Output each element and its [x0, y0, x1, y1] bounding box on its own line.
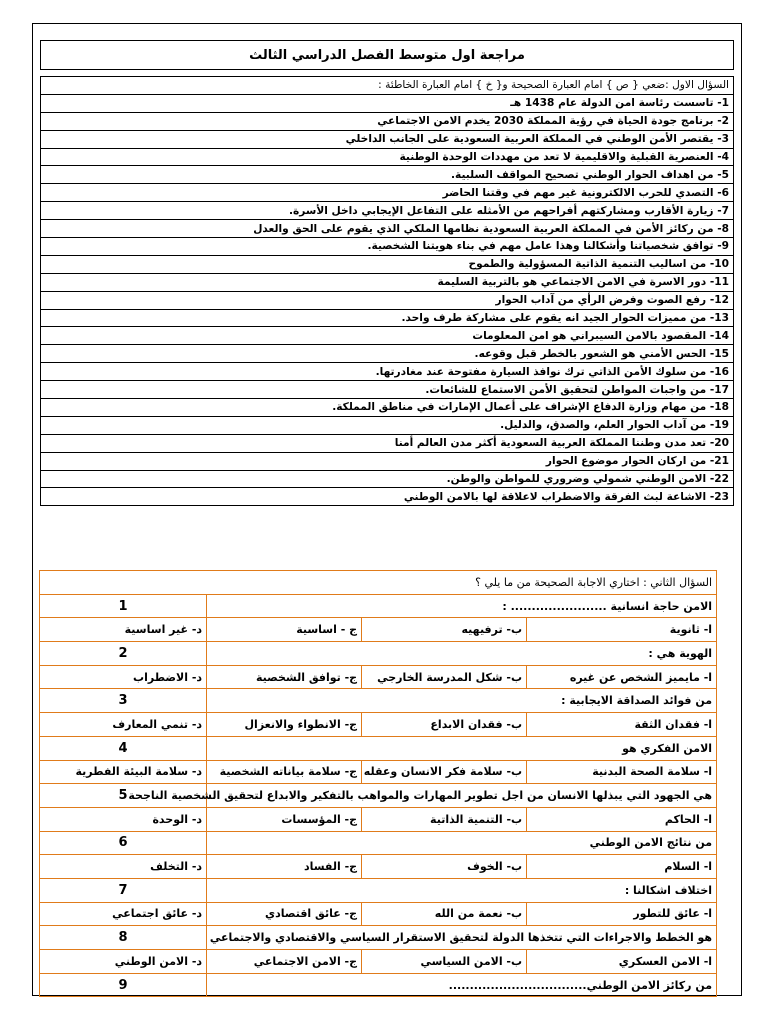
true-false-row	[41, 112, 734, 130]
mcq-question-number: 3	[40, 689, 207, 713]
mcq-question-number: 4	[40, 736, 207, 760]
mcq-question-row	[40, 736, 717, 760]
mcq-option: ج - اساسية	[207, 618, 362, 642]
true-false-row	[41, 434, 734, 452]
mcq-question-text: الامن الفكري هو	[207, 736, 717, 760]
mcq-option: د- الامن الوطني	[40, 950, 207, 974]
mcq-question-text: من نتائج الامن الوطني	[207, 831, 717, 855]
mcq-option: ج- الانطواء والانعزال	[207, 713, 362, 737]
true-false-statement: 16- من سلوك الأمن الذاتي ترك نوافذ السيارة مفتوحة عند مغادرتها.	[41, 363, 734, 381]
mcq-option: ا- فقدان الثقة	[527, 713, 717, 737]
true-false-statement: 11- دور الاسرة في الامن الاجتماعي هو بالتربية السليمة	[41, 273, 734, 291]
question-1-heading: السؤال الاول :ضعي { ص } امام العبارة الصحيحة و{ خ } امام العبارة الخاطئة :	[41, 77, 734, 95]
true-false-statement: 20- تعد مدن وطننا المملكة العربية السعودية أكثر مدن العالم أمنا	[41, 434, 734, 452]
true-false-row	[41, 327, 734, 345]
mcq-option: ا- عائق للتطور	[527, 902, 717, 926]
true-false-statement: 13- من مميزات الحوار الجيد انه يقوم على مشاركة طرف واحد.	[41, 309, 734, 327]
mcq-option: د- غير اساسية	[40, 618, 207, 642]
true-false-row	[41, 381, 734, 399]
true-false-statement: 8- من ركائز الأمن في المملكة العربية السعودية نظامها الملكي الذي يقوم على الحق والعدل	[41, 220, 734, 238]
mcq-option: ج- عائق اقتصادي	[207, 902, 362, 926]
mcq-option: د- الوحدة	[40, 807, 207, 831]
mcq-question-row	[40, 973, 717, 997]
true-false-row	[41, 488, 734, 506]
true-false-statement: 2- برنامج جودة الحياة في رؤية المملكة 2030 يخدم الامن الاجتماعي	[41, 112, 734, 130]
mcq-question-text: من ركائز الامن الوطني.................................	[207, 973, 717, 997]
true-false-row	[41, 452, 734, 470]
true-false-row	[41, 166, 734, 184]
mcq-option: ا- سلامة الصحة البدنية	[527, 760, 717, 784]
mcq-options-row	[40, 807, 717, 831]
true-false-row	[41, 130, 734, 148]
true-false-row	[41, 94, 734, 112]
true-false-statement: 22- الامن الوطني شمولي وضروري للمواطن والوطن.	[41, 470, 734, 488]
mcq-option: د- الاضطراب	[40, 665, 207, 689]
mcq-question-text: من فوائد الصداقة الايجابية :	[207, 689, 717, 713]
true-false-statement: 5- من اهداف الحوار الوطني تصحيح المواقف السلبية.	[41, 166, 734, 184]
mcq-question-text: الامن حاجة انسانية ....................... :	[207, 594, 717, 618]
mcq-question-number: 1	[40, 594, 207, 618]
true-false-statement: 18- من مهام وزارة الدفاع الإشراف على أعمال الإمارات في مناطق المملكة.	[41, 399, 734, 417]
question-2-heading-row	[40, 571, 717, 595]
true-false-row	[41, 255, 734, 273]
mcq-option: ب- الامن السياسي	[362, 950, 527, 974]
true-false-statement: 4- العنصرية القبلية والاقليمية لا تعد من مهددات الوحدة الوطنية	[41, 148, 734, 166]
mcq-option: ج- الامن الاجتماعي	[207, 950, 362, 974]
mcq-options-row	[40, 855, 717, 879]
mcq-question-row	[40, 878, 717, 902]
mcq-option: ا- ثانوية	[527, 618, 717, 642]
true-false-row	[41, 273, 734, 291]
true-false-statement: 19- من آداب الحوار العلم، والصدق، والدليل.	[41, 416, 734, 434]
mcq-question-number: 8	[40, 926, 207, 950]
mcq-question-number: 7	[40, 878, 207, 902]
mcq-options-row	[40, 665, 717, 689]
mcq-question-number: 2	[40, 642, 207, 666]
mcq-option: ج- سلامة بياناته الشخصية	[207, 760, 362, 784]
question-2-table	[39, 570, 717, 997]
mcq-question-text: هي الجهود التي يبذلها الانسان من اجل تطوير المهارات والمواهب بالتفكير والابداع لتحقيق الشخصية الناجحة	[207, 784, 717, 808]
mcq-option: ج- الفساد	[207, 855, 362, 879]
mcq-question-text: هو الخطط والاجراءات التي تتخذها الدولة لتحقيق الاستقرار السياسي والاقتصادي والاجتماعي	[207, 926, 717, 950]
mcq-option: ب- سلامة فكر الانسان وعقله	[362, 760, 527, 784]
true-false-row	[41, 148, 734, 166]
true-false-statement: 9- توافق شخصياتنا وأشكالنا وهذا عامل مهم في بناء هويتنا الشخصية.	[41, 238, 734, 256]
mcq-question-row	[40, 689, 717, 713]
question-1-table	[40, 76, 734, 506]
true-false-row	[41, 399, 734, 417]
mcq-option: ب- ترفيهيه	[362, 618, 527, 642]
true-false-row	[41, 345, 734, 363]
question-2-heading: السؤال الثاني : اختاري الاجابة الصحيحة من ما يلي ؟	[40, 571, 717, 595]
worksheet-title-text: مراجعة اول متوسط الفصل الدراسي الثالث	[249, 47, 525, 63]
mcq-question-row	[40, 926, 717, 950]
mcq-question-number: 5	[40, 784, 207, 808]
worksheet-title	[40, 40, 734, 70]
mcq-options-row	[40, 618, 717, 642]
true-false-statement: 17- من واجبات المواطن لتحقيق الأمن الاستماع للشائعات.	[41, 381, 734, 399]
mcq-question-row	[40, 831, 717, 855]
true-false-statement: 23- الاشاعة لبث الفرقة والاضطراب لاعلاقة لها بالامن الوطني	[41, 488, 734, 506]
mcq-option: ا- الامن العسكري	[527, 950, 717, 974]
mcq-option: ب- فقدان الابداع	[362, 713, 527, 737]
true-false-statement: 7- زيارة الأقارب ومشاركتهم أفراحهم من الأمثله على التفاعل الإيجابي داخل الأسرة.	[41, 202, 734, 220]
true-false-row	[41, 220, 734, 238]
mcq-option: ب- شكل المدرسة الخارجي	[362, 665, 527, 689]
true-false-row	[41, 363, 734, 381]
true-false-statement: 12- رفع الصوت وفرض الرأي من آداب الحوار	[41, 291, 734, 309]
mcq-options-row	[40, 902, 717, 926]
mcq-question-row	[40, 784, 717, 808]
mcq-question-row	[40, 642, 717, 666]
mcq-option: د- عائق اجتماعي	[40, 902, 207, 926]
mcq-option: ج- المؤسسات	[207, 807, 362, 831]
mcq-question-text: الهوية هي :	[207, 642, 717, 666]
true-false-statement: 1- تاسست رئاسة امن الدولة عام 1438 هـ	[41, 94, 734, 112]
mcq-option: ب- نعمة من الله	[362, 902, 527, 926]
true-false-statement: 10- من اساليب التنمية الذاتية المسؤولية والطموح	[41, 255, 734, 273]
mcq-question-row	[40, 594, 717, 618]
true-false-statement: 14- المقصود بالامن السيبراني هو امن المعلومات	[41, 327, 734, 345]
mcq-option: د- سلامة البيئة الفطرية	[40, 760, 207, 784]
true-false-row	[41, 238, 734, 256]
true-false-statement: 6- التصدي للحرب الالكترونية غير مهم في وقتنا الحاضر	[41, 184, 734, 202]
mcq-options-row	[40, 950, 717, 974]
mcq-question-number: 9	[40, 973, 207, 997]
mcq-option: د- التخلف	[40, 855, 207, 879]
mcq-option: د- تنمي المعارف	[40, 713, 207, 737]
true-false-row	[41, 184, 734, 202]
true-false-row	[41, 416, 734, 434]
mcq-question-text: اختلاف اشكالنا :	[207, 878, 717, 902]
true-false-row	[41, 202, 734, 220]
true-false-row	[41, 470, 734, 488]
mcq-option: ا- السلام	[527, 855, 717, 879]
true-false-statement: 3- يقتصر الأمن الوطني في المملكة العربية السعودية على الجانب الداخلي	[41, 130, 734, 148]
mcq-option: ب- التنمية الذاتية	[362, 807, 527, 831]
question-1-heading-row	[41, 77, 734, 95]
mcq-option: ب- الخوف	[362, 855, 527, 879]
true-false-row	[41, 291, 734, 309]
true-false-statement: 21- من اركان الحوار موضوع الحوار	[41, 452, 734, 470]
true-false-row	[41, 309, 734, 327]
mcq-options-row	[40, 760, 717, 784]
true-false-statement: 15- الحس الأمني هو الشعور بالخطر قبل وقوعه.	[41, 345, 734, 363]
mcq-question-number: 6	[40, 831, 207, 855]
mcq-options-row	[40, 713, 717, 737]
mcq-option: ا- الحاكم	[527, 807, 717, 831]
mcq-option: ج- توافق الشخصية	[207, 665, 362, 689]
mcq-option: ا- مايميز الشخص عن غيره	[527, 665, 717, 689]
